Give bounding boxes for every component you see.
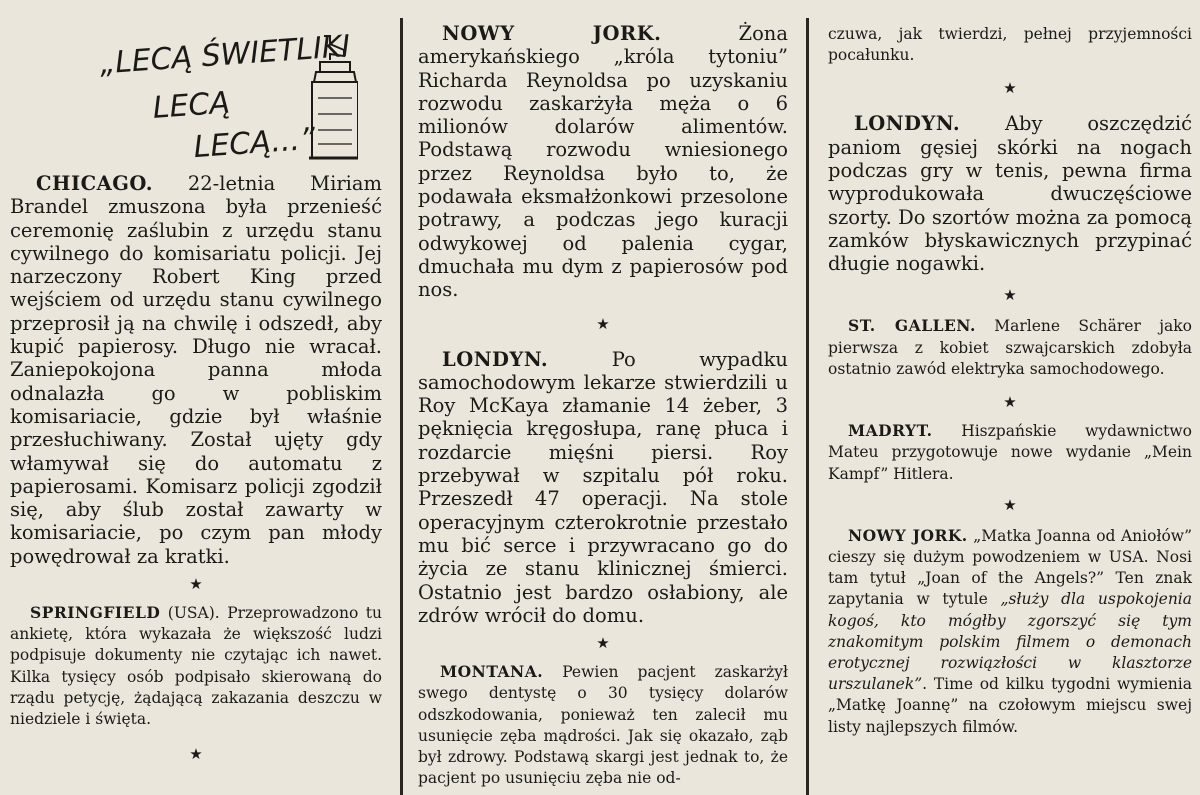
article-st-gallen xyxy=(828,315,1192,380)
header-line-3: LECĄ...” xyxy=(192,121,317,166)
column-3 xyxy=(828,24,1192,738)
dateline-londyn: LONDYN. xyxy=(442,347,549,371)
dateline-st-gallen: ST. GALLEN. xyxy=(848,316,976,336)
article-body-londyn-2: Aby oszczędzić paniom gęsiej skórki na nogach podczas gry w tenis, pewna firma wyprodukowała dwuczęściowe szorty. Do szortów można za pomocą zamków błyskawicznych przypinać długie nogawki. xyxy=(828,112,1192,276)
separator-star: ★ xyxy=(1003,495,1017,514)
article-continuation: czuwa, jak twierdzi, pełnej przyjemności pocałunku. xyxy=(828,25,1192,65)
article-body-chicago: 22-letnia Miriam Brandel zmuszona była przenieść ceremonię zaślubin z urzędu stanu cywilnego do komisariatu policji. Jej narzeczony Robert King przed wejściem od urzędu stanu cywilnego przeprosił ją na chwilę i odszedł, aby kupić papierosy. Długo nie wracał. Zaniepokojona panna młoda odnalazła go w pobliskim komisariacie, gdzie był właśnie przesłuchiwany. Został ujęty gdy włamywał się do automatu z papierosami. Komisarz policji zgodził się, aby ślub został zawarty w komisariacie, po czym pan młody powędrował za kratki. xyxy=(10,172,382,568)
header-line-2: LECĄ xyxy=(151,85,232,126)
dateline-chicago: CHICAGO. xyxy=(36,172,154,195)
column-rule-1 xyxy=(400,18,403,795)
article-body-londyn: Po wypadku samochodowym lekarze stwierdzili u Roy McKaya złamanie 14 żeber, 3 pęknięcia kręgosłupa, ranę płuca i rozdarcie mięśni piersi. Roy przebywał w szpitalu pół roku. Przeszedł 47 operacji. Na stole operacyjnym czterokrotnie przestało mu bić serce i przywracano go do życia ze stanu klinicznej śmierci. Ostatnio jest bardzo osłabiony, ale zdrów wrócił do domu. xyxy=(418,347,788,627)
article-nowy-jork-2 xyxy=(828,525,1192,738)
article-body-montana: Pewien pacjent zaskarżył swego dentystę o 30 tysięcy dolarów odszkodowania, ponieważ ten zalecił mu usunięcie zęba mądrości. Jak się okazało, ząb był zdrowy. Podstawą skargi jest jednak to, że pacjent po usunięciu zęba nie od- xyxy=(418,663,788,788)
dateline-londyn-2: LONDYN. xyxy=(854,112,961,136)
dateline-montana: MONTANA. xyxy=(440,662,544,682)
article-body-springfield: (USA). Przeprowadzono tu ankietę, która wykazała że większość ludzi podpisuje dokumenty nie czytając ich nawet. Kilka tysięcy osób podpisało skierowaną do rządu petycję, żądającą zakazania deszczu w niedziele i święta. xyxy=(10,604,382,729)
column-2 xyxy=(418,22,788,789)
separator-star: ★ xyxy=(189,575,203,594)
article-londyn-2 xyxy=(828,112,1192,275)
header-line-1: „LECĄ ŚWIETLIKI xyxy=(98,28,352,82)
separator-star: ★ xyxy=(1003,393,1017,412)
separator-star: ★ xyxy=(596,314,610,333)
article-quote-italic: „służy dla uspokojenia kogoś, kto mógłby zgorszyć się tym znakomitym polskim filmem o demonach erotycznej rozwiązłości w klasztorze urszulanek” xyxy=(828,590,1192,694)
article-chicago xyxy=(10,172,382,568)
dateline-nowy-jork-2: NOWY JORK. xyxy=(848,525,968,545)
separator-star: ★ xyxy=(596,634,610,653)
article-nowy-jork-1 xyxy=(418,22,788,302)
dateline-nowy-jork: NOWY JORK. xyxy=(442,22,662,45)
column-header-art xyxy=(98,26,358,166)
article-body-nowy-jork-2a: „Matka Joanna od Aniołów” cieszy się dużym powodzeniem w USA. Nosi tam tytuł „Joan of the Angels?” Ten znak zapytania w tytule xyxy=(828,526,1192,609)
article-montana xyxy=(418,661,788,789)
column-rule-2 xyxy=(806,18,809,795)
article-body-nowy-jork-2b: . Time od kilku tygodni wymienia „Matkę Joannę” na czołowym miejscu swej listy najlepszych filmów. xyxy=(828,675,1192,736)
article-body-nowy-jork: Żona amerykańskiego „króla tytoniu” Richarda Reynoldsa po uzyskaniu rozwodu zaskarżyła męża o 6 milionów dolarów alimentów. Podstawą rozwodu wniesionego przez Reynoldsa było to, że podawała eksmałżonkowi przesolone potrawy, a podczas jego kuracji odwykowej od palenia cygar, dmuchała mu dym z papierosów pod nos. xyxy=(418,22,788,302)
separator-star: ★ xyxy=(1003,286,1017,305)
dateline-springfield: SPRINGFIELD xyxy=(30,603,161,623)
separator-star: ★ xyxy=(1003,79,1017,98)
article-springfield xyxy=(10,602,382,730)
dateline-madryt: MADRYT. xyxy=(848,421,933,441)
column-1 xyxy=(10,172,382,764)
article-body-st-gallen: Marlene Schärer jako pierwsza z kobiet szwajcarskich zdobyła ostatnio zawód elektryka samochodowego. xyxy=(828,317,1192,378)
article-body-madryt: Hiszpańskie wydawnictwo Mateu przygotowuje nowe wydanie „Mein Kampf” Hitlera. xyxy=(828,422,1192,483)
separator-star: ★ xyxy=(189,745,203,764)
article-londyn-1 xyxy=(418,348,788,628)
article-madryt xyxy=(828,420,1192,485)
